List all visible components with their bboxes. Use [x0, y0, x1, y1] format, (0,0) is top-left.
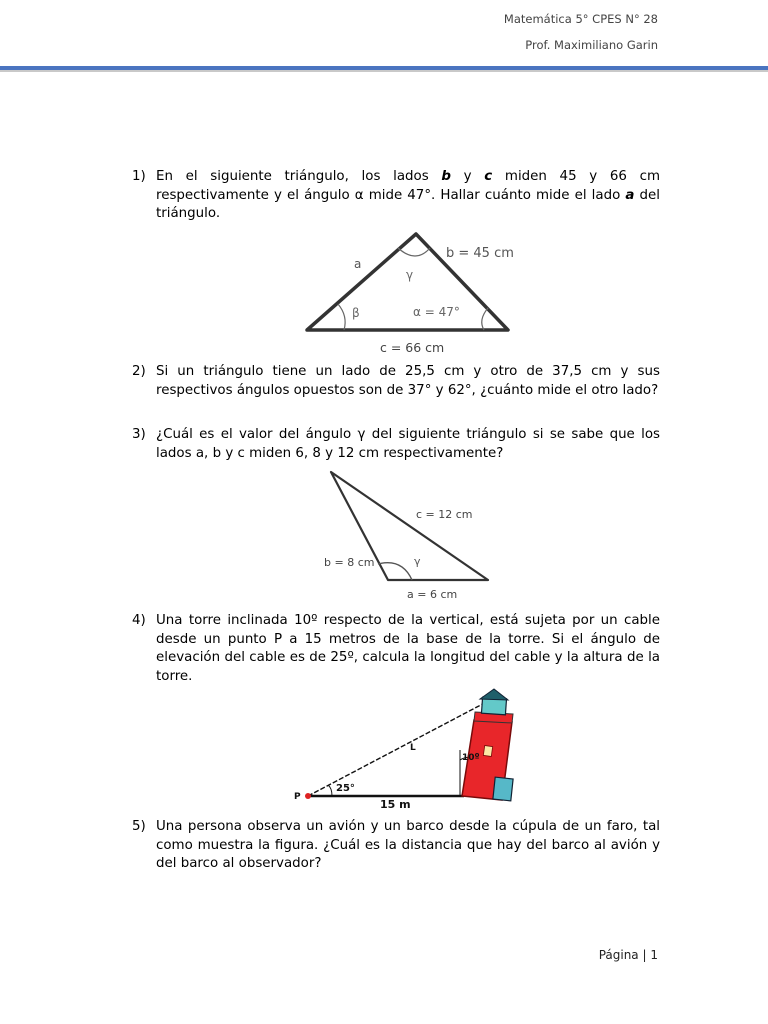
header-course: Matemática 5° CPES N° 28: [503, 12, 658, 26]
label-side-a: a: [354, 257, 362, 271]
label-side-b: b = 45 cm: [446, 246, 514, 261]
label-distance: 15 m: [380, 798, 411, 810]
problem-1-text-part: En el siguiente triángulo, los lados: [156, 169, 442, 184]
label-tilt: 10º: [462, 753, 480, 763]
label-beta: β: [352, 306, 360, 320]
label-cable: L: [410, 743, 416, 753]
problem-1-number: 1): [132, 169, 146, 184]
label-elevation-angle: 25°: [336, 783, 355, 794]
label-gamma-2: γ: [414, 555, 421, 568]
header-rule-shadow: [0, 70, 768, 72]
tower-door-box: [493, 777, 513, 801]
page-number: 1: [650, 948, 658, 962]
label-gamma: γ: [406, 268, 414, 282]
problem-1-var-b: b: [441, 169, 451, 184]
problem-2-number: 2): [132, 364, 146, 379]
problem-1: [132, 168, 660, 224]
angle-gamma-arc: [398, 248, 430, 256]
problem-1-text-part: del triángulo.: [156, 187, 660, 221]
problem-4-text: Una torre inclinada 10º respecto de la vertical, está sujeta por un cable desde un punto P a 15 metros de la base de la torre. Si el ángulo de elevación del cable es de 25º, calcula la longitud del cable y la altura de la torre.: [156, 613, 660, 684]
angle-beta-arc: [338, 304, 345, 330]
problem-4-number: 4): [132, 613, 146, 628]
header-teacher: Prof. Maximiliano Garin: [525, 38, 658, 52]
label-side-b-2: b = 8 cm: [324, 556, 375, 569]
tower-figure: [294, 686, 526, 810]
problem-1-text: [156, 168, 660, 224]
label-point-p: P: [294, 792, 301, 802]
problem-1-var-a: a: [625, 187, 635, 203]
problem-3: [132, 426, 660, 463]
triangle-1-figure: [300, 228, 520, 358]
label-side-c-2: c = 12 cm: [416, 508, 473, 521]
problem-3-text: ¿Cuál es el valor del ángulo γ del siguiente triángulo si se sabe que los lados a, b y c miden 6, 8 y 12 cm respectivamente?: [156, 427, 660, 461]
problem-1-var-c: c: [484, 169, 493, 184]
problem-1-text-part: y: [450, 169, 485, 184]
label-side-a-2: a = 6 cm: [407, 588, 458, 601]
label-side-c: c = 66 cm: [380, 340, 445, 355]
tower-window: [483, 745, 492, 756]
problem-5-text: Una persona observa un avión y un barco desde la cúpula de un faro, tal como muestra la figura. ¿Cuál es la distancia que hay del barco al avión y del barco al observador?: [156, 819, 660, 871]
problem-1-text-part: miden 45 y 66 cm respectivamente y el ángulo α mide 47°. Hallar cuánto mide el lado: [156, 169, 660, 203]
problem-5-number: 5): [132, 819, 146, 834]
page-separator: |: [642, 948, 647, 962]
label-alpha: α = 47°: [413, 305, 460, 319]
tower-roof: [480, 689, 508, 700]
elevation-angle-arc: [328, 785, 332, 796]
problem-4: [132, 612, 660, 686]
point-p: [305, 793, 311, 799]
page-label: Página: [598, 948, 639, 962]
problem-3-number: 3): [132, 427, 146, 442]
triangle-3-figure: [318, 466, 496, 604]
problem-2-text: Si un triángulo tiene un lado de 25,5 cm y otro de 37,5 cm y sus respectivos ángulos opuestos son de 37° y 62°, ¿cuánto mide el otro lado?: [156, 364, 660, 398]
problem-5: [132, 818, 660, 874]
page-footer: [599, 948, 658, 962]
angle-alpha-arc: [482, 308, 488, 330]
problem-2: [132, 363, 660, 400]
